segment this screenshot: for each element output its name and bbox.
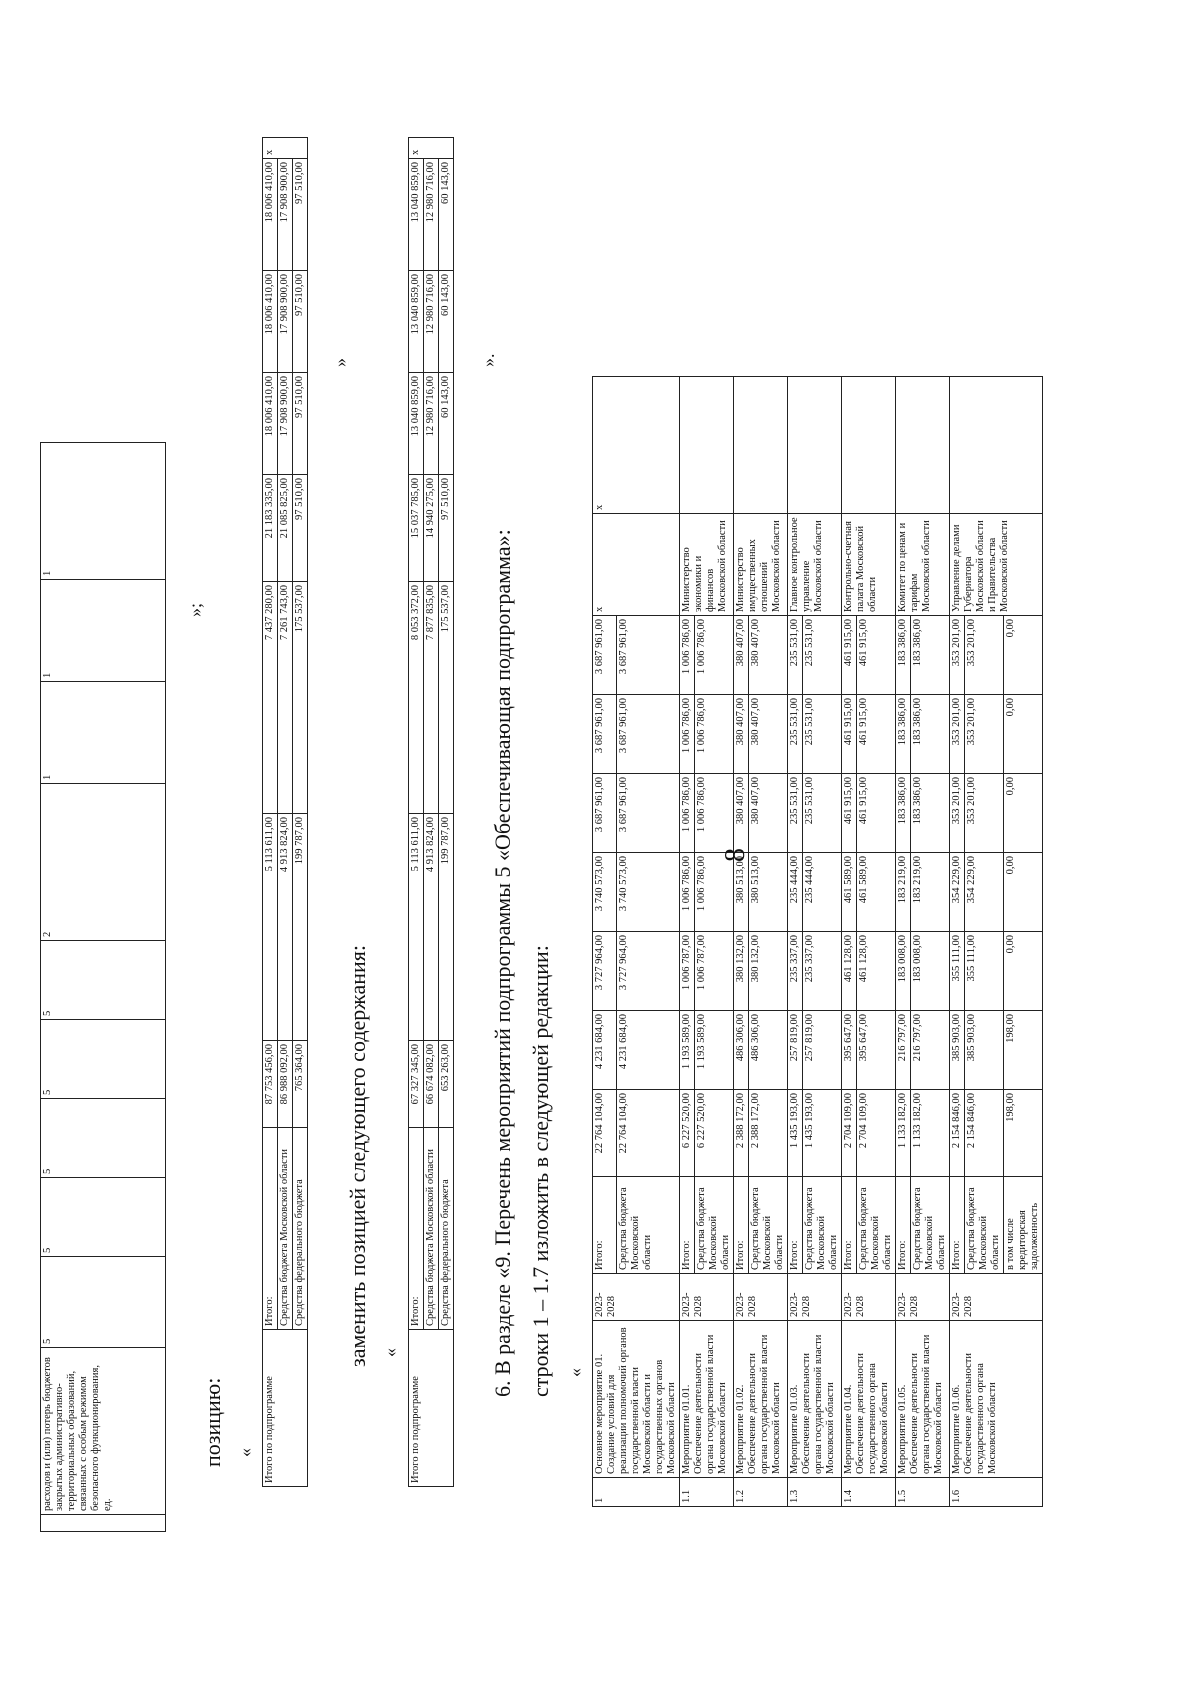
event-name: Основное мероприятие 01. Создание условий для реализации полномочий органов государственной власти Московской области и государственных органов Московской области	[593, 1321, 680, 1478]
funding-value: 198,00	[1004, 1090, 1043, 1177]
funding-value: 3 740 573,00	[593, 853, 617, 932]
funding-value: 6 227 520,00	[695, 1090, 734, 1177]
end-mark-1: »;	[185, 602, 205, 617]
funding-value: 461 915,00	[857, 695, 896, 774]
funding-value: 235 444,00	[788, 853, 803, 932]
funding-value: 461 915,00	[842, 695, 857, 774]
funding-value: 0,00	[1004, 774, 1043, 853]
event-result	[680, 377, 734, 514]
funding-source: в том числе кредиторская задолженность	[1004, 1177, 1043, 1274]
funding-value: 461 915,00	[842, 774, 857, 853]
funding-value: 461 915,00	[857, 616, 896, 695]
funding-value: 0,00	[1004, 616, 1043, 695]
funding-value: 183 219,00	[896, 853, 911, 932]
event-row	[680, 377, 695, 1507]
responsible-body: Управление делами Губернатора Московской области и Правительства Московской области	[950, 514, 1043, 616]
event-row	[734, 377, 749, 1507]
funding-value: 183 008,00	[896, 932, 911, 1011]
event-number: 1.6	[950, 1478, 1043, 1507]
position-word: позицию:	[200, 1377, 225, 1467]
funding-value: 380 407,00	[749, 695, 788, 774]
funding-value: 1 435 193,00	[788, 1090, 803, 1177]
funding-value: 1 435 193,00	[803, 1090, 842, 1177]
indicator-label: расходов и (или) потерь бюджетов закрытых административно-территориальных образований, связанных с особым режимом безопасного функционирования, ед.	[41, 1348, 166, 1515]
funding-source: Средства бюджета Московской области	[749, 1177, 788, 1274]
funding-value: 380 132,00	[734, 932, 749, 1011]
new-total-label: Итого по подпрограмме	[409, 1330, 454, 1487]
funding-value: 3 687 961,00	[617, 695, 680, 774]
event-row	[788, 377, 803, 1507]
funding-value: 183 386,00	[911, 695, 950, 774]
funding-value: 380 407,00	[749, 616, 788, 695]
funding-value: 22 764 104,00	[593, 1090, 617, 1177]
events-table	[592, 376, 1043, 1507]
funding-value: 235 531,00	[788, 774, 803, 853]
funding-value: 2 704 109,00	[857, 1090, 896, 1177]
funding-value: 6 227 520,00	[680, 1090, 695, 1177]
funding-value: 2 388 172,00	[749, 1090, 788, 1177]
end-mark-2: »	[330, 358, 350, 367]
event-result	[896, 377, 950, 514]
funding-value: 1 006 787,00	[680, 932, 695, 1011]
funding-value: 183 386,00	[911, 774, 950, 853]
quote-open-1: «	[235, 1448, 255, 1457]
funding-value: 198,00	[1004, 1011, 1043, 1090]
event-name: Мероприятие 01.04. Обеспечение деятельности государственного органа Московской области	[842, 1321, 896, 1478]
funding-value: 353 201,00	[950, 695, 965, 774]
funding-value: 380 407,00	[734, 774, 749, 853]
event-number: 1.4	[842, 1478, 896, 1507]
responsible-body: Министерство экономики и финансов Московской области	[680, 514, 734, 616]
funding-value: 2 154 846,00	[965, 1090, 1004, 1177]
funding-value: 216 797,00	[896, 1011, 911, 1090]
event-result: x	[593, 377, 680, 514]
funding-value: 4 231 684,00	[617, 1011, 680, 1090]
funding-value: 461 915,00	[842, 616, 857, 695]
replace-text: заменить позицией следующего содержания:	[345, 944, 370, 1367]
funding-value: 380 132,00	[749, 932, 788, 1011]
funding-value: 380 407,00	[734, 616, 749, 695]
event-result	[734, 377, 788, 514]
funding-value: 235 531,00	[803, 774, 842, 853]
funding-source: Средства бюджета Московской области	[857, 1177, 896, 1274]
funding-value: 380 407,00	[734, 695, 749, 774]
funding-source: Итого:	[950, 1177, 965, 1274]
funding-value: 1 006 786,00	[680, 616, 695, 695]
funding-value: 235 337,00	[788, 932, 803, 1011]
funding-value: 1 006 786,00	[695, 616, 734, 695]
funding-value: 235 531,00	[788, 695, 803, 774]
funding-value: 3 687 961,00	[593, 616, 617, 695]
event-years: 2023-2028	[896, 1274, 950, 1321]
funding-source: Средства бюджета Московской области	[695, 1177, 734, 1274]
funding-value: 2 704 109,00	[842, 1090, 857, 1177]
funding-value: 353 201,00	[950, 616, 965, 695]
funding-value: 3 740 573,00	[617, 853, 680, 932]
funding-value: 380 407,00	[749, 774, 788, 853]
funding-value: 3 727 964,00	[617, 932, 680, 1011]
funding-value: 22 764 104,00	[617, 1090, 680, 1177]
funding-value: 1 006 786,00	[695, 774, 734, 853]
top-indicator-table: расходов и (или) потерь бюджетов закрытых административно-территориальных образований, связанных с особым режимом безопасного функционирования, ед. 5 5 5 5 5 2 1 1 1	[40, 442, 166, 1532]
funding-value: 461 915,00	[857, 774, 896, 853]
funding-value: 354 229,00	[950, 853, 965, 932]
responsible-body: Контрольно-счетная палата Московской области	[842, 514, 896, 616]
event-number: 1.5	[896, 1478, 950, 1507]
funding-value: 1 133 182,00	[911, 1090, 950, 1177]
funding-value: 2 388 172,00	[734, 1090, 749, 1177]
funding-value: 3 727 964,00	[593, 932, 617, 1011]
funding-value: 385 903,00	[965, 1011, 1004, 1090]
quote-open-3: «	[565, 1368, 585, 1377]
event-number: 1.2	[734, 1478, 788, 1507]
old-total-table-wrap	[262, 137, 308, 1487]
event-years: 2023-2028	[950, 1274, 1043, 1321]
funding-value: 395 647,00	[857, 1011, 896, 1090]
funding-value: 353 201,00	[965, 695, 1004, 774]
old-total-label: Итого по подпрограмме	[263, 1330, 308, 1487]
funding-source: Итого:	[842, 1177, 857, 1274]
funding-value: 235 444,00	[803, 853, 842, 932]
funding-value: 0,00	[1004, 853, 1043, 932]
funding-value: 353 201,00	[950, 774, 965, 853]
funding-value: 461 128,00	[842, 932, 857, 1011]
funding-value: 4 231 684,00	[593, 1011, 617, 1090]
funding-value: 380 513,00	[734, 853, 749, 932]
funding-value: 1 006 786,00	[695, 695, 734, 774]
funding-value: 461 589,00	[857, 853, 896, 932]
event-years: 2023-2028	[842, 1274, 896, 1321]
quote-open-2: «	[380, 1348, 400, 1357]
responsible-body: x	[593, 514, 680, 616]
event-years: 2023-2028	[680, 1274, 734, 1321]
funding-source: Итого:	[593, 1177, 617, 1274]
funding-value: 235 531,00	[803, 616, 842, 695]
funding-value: 257 819,00	[803, 1011, 842, 1090]
event-number: 1.1	[680, 1478, 734, 1507]
events-table-wrap	[592, 376, 1043, 1507]
funding-value: 1 133 182,00	[896, 1090, 911, 1177]
funding-source: Итого:	[680, 1177, 695, 1274]
event-name: Мероприятие 01.02. Обеспечение деятельности органа государственной власти Московской области	[734, 1321, 788, 1478]
funding-value: 461 589,00	[842, 853, 857, 932]
old-total-table: Итого по подпрограмме Итого: 87 753 456,00 5 113 611,00 7 437 280,00 21 183 335,00 18 006 410,00 18 006 410,00 18 006 410,00 x Средства бюджета Московской области 86 988 092,00 4 913 824,00 7 261 743,00 21 085 825,00 17 908 900,00 17 908 900,00 17 908 900,00 Средства федерального бюджета 765 364,00 199 787,00 175 537,00 97 510,00 97 510,00 97 510,00 97 510,00	[262, 137, 308, 1487]
event-row	[593, 377, 617, 1507]
event-years: 2023-2028	[734, 1274, 788, 1321]
responsible-body: Министерство имущественных отношений Московской области	[734, 514, 788, 616]
funding-value: 1 193 589,00	[695, 1011, 734, 1090]
funding-value: 1 193 589,00	[680, 1011, 695, 1090]
funding-source: Итого:	[896, 1177, 911, 1274]
event-name: Мероприятие 01.05. Обеспечение деятельности органа государственной власти Московской области	[896, 1321, 950, 1478]
funding-value: 395 647,00	[842, 1011, 857, 1090]
funding-value: 3 687 961,00	[593, 695, 617, 774]
funding-value: 355 111,00	[950, 932, 965, 1011]
funding-value: 486 306,00	[734, 1011, 749, 1090]
funding-source: Итого:	[788, 1177, 803, 1274]
funding-value: 385 903,00	[950, 1011, 965, 1090]
page-number: 8	[720, 848, 751, 862]
funding-value: 235 337,00	[803, 932, 842, 1011]
event-years: 2023-2028	[788, 1274, 842, 1321]
funding-value: 353 201,00	[965, 774, 1004, 853]
event-number: 1.3	[788, 1478, 842, 1507]
responsible-body: Комитет по ценам и тарифам Московской области	[896, 514, 950, 616]
event-name: Мероприятие 01.06. Обеспечение деятельности государственного органа Московской области	[950, 1321, 1043, 1478]
funding-value: 183 386,00	[896, 695, 911, 774]
section-title: 6. В разделе «9. Перечень мероприятий подпрограммы 5 «Обеспечивающая подпрограмма»:	[490, 529, 515, 1397]
funding-value: 3 687 961,00	[593, 774, 617, 853]
funding-value: 235 531,00	[803, 695, 842, 774]
event-result	[788, 377, 842, 514]
funding-value: 461 128,00	[857, 932, 896, 1011]
funding-value: 486 306,00	[749, 1011, 788, 1090]
funding-source: Средства бюджета Московской области	[965, 1177, 1004, 1274]
new-total-table: Итого по подпрограмме Итого: 67 327 345,00 5 113 611,00 8 053 372,00 15 037 785,00 13 040 859,00 13 040 859,00 13 040 859,00 x Средства бюджета Московской области 66 674 082,00 4 913 824,00 7 877 835,00 14 940 275,00 12 980 716,00 12 980 716,00 12 980 716,00 Средства федерального бюджета 653 263,00 199 787,00 175 537,00 97 510,00 60 143,00 60 143,00 60 143,00	[408, 137, 454, 1487]
funding-value: 183 219,00	[911, 853, 950, 932]
funding-value: 183 008,00	[911, 932, 950, 1011]
event-name: Мероприятие 01.03. Обеспечение деятельности органа государственной власти Московской области	[788, 1321, 842, 1478]
funding-source: Средства бюджета Московской области	[803, 1177, 842, 1274]
funding-value: 353 201,00	[965, 616, 1004, 695]
funding-value: 183 386,00	[896, 616, 911, 695]
funding-value: 0,00	[1004, 932, 1043, 1011]
funding-value: 380 513,00	[749, 853, 788, 932]
funding-value: 183 386,00	[911, 616, 950, 695]
event-name: Мероприятие 01.01. Обеспечение деятельности органа государственной власти Московской области	[680, 1321, 734, 1478]
responsible-body: Главное контрольное управление Московской области	[788, 514, 842, 616]
funding-value: 1 006 787,00	[695, 932, 734, 1011]
funding-source: Средства бюджета Московской области	[911, 1177, 950, 1274]
funding-value: 1 006 786,00	[680, 853, 695, 932]
funding-value: 1 006 786,00	[680, 695, 695, 774]
event-row	[896, 377, 911, 1507]
event-row	[842, 377, 857, 1507]
funding-value: 1 006 786,00	[680, 774, 695, 853]
funding-source: Средства бюджета Московской области	[617, 1177, 680, 1274]
funding-value: 0,00	[1004, 695, 1043, 774]
top-indicator-table-wrap	[40, 442, 166, 1532]
end-mark-3: ».	[478, 353, 498, 367]
funding-value: 235 531,00	[788, 616, 803, 695]
funding-value: 3 687 961,00	[617, 774, 680, 853]
event-row	[950, 377, 965, 1507]
funding-value: 257 819,00	[788, 1011, 803, 1090]
section-subtitle: строки 1 – 1.7 изложить в следующей редакции:	[528, 945, 553, 1397]
funding-value: 3 687 961,00	[617, 616, 680, 695]
new-total-table-wrap	[408, 137, 454, 1487]
funding-value: 2 154 846,00	[950, 1090, 965, 1177]
funding-source: Итого:	[734, 1177, 749, 1274]
event-result	[950, 377, 1043, 514]
funding-value: 355 111,00	[965, 932, 1004, 1011]
event-number: 1	[593, 1478, 680, 1507]
funding-value: 1 006 786,00	[695, 853, 734, 932]
funding-value: 183 386,00	[896, 774, 911, 853]
event-result	[842, 377, 896, 514]
funding-value: 216 797,00	[911, 1011, 950, 1090]
funding-value: 354 229,00	[965, 853, 1004, 932]
event-years: 2023-2028	[593, 1274, 680, 1321]
